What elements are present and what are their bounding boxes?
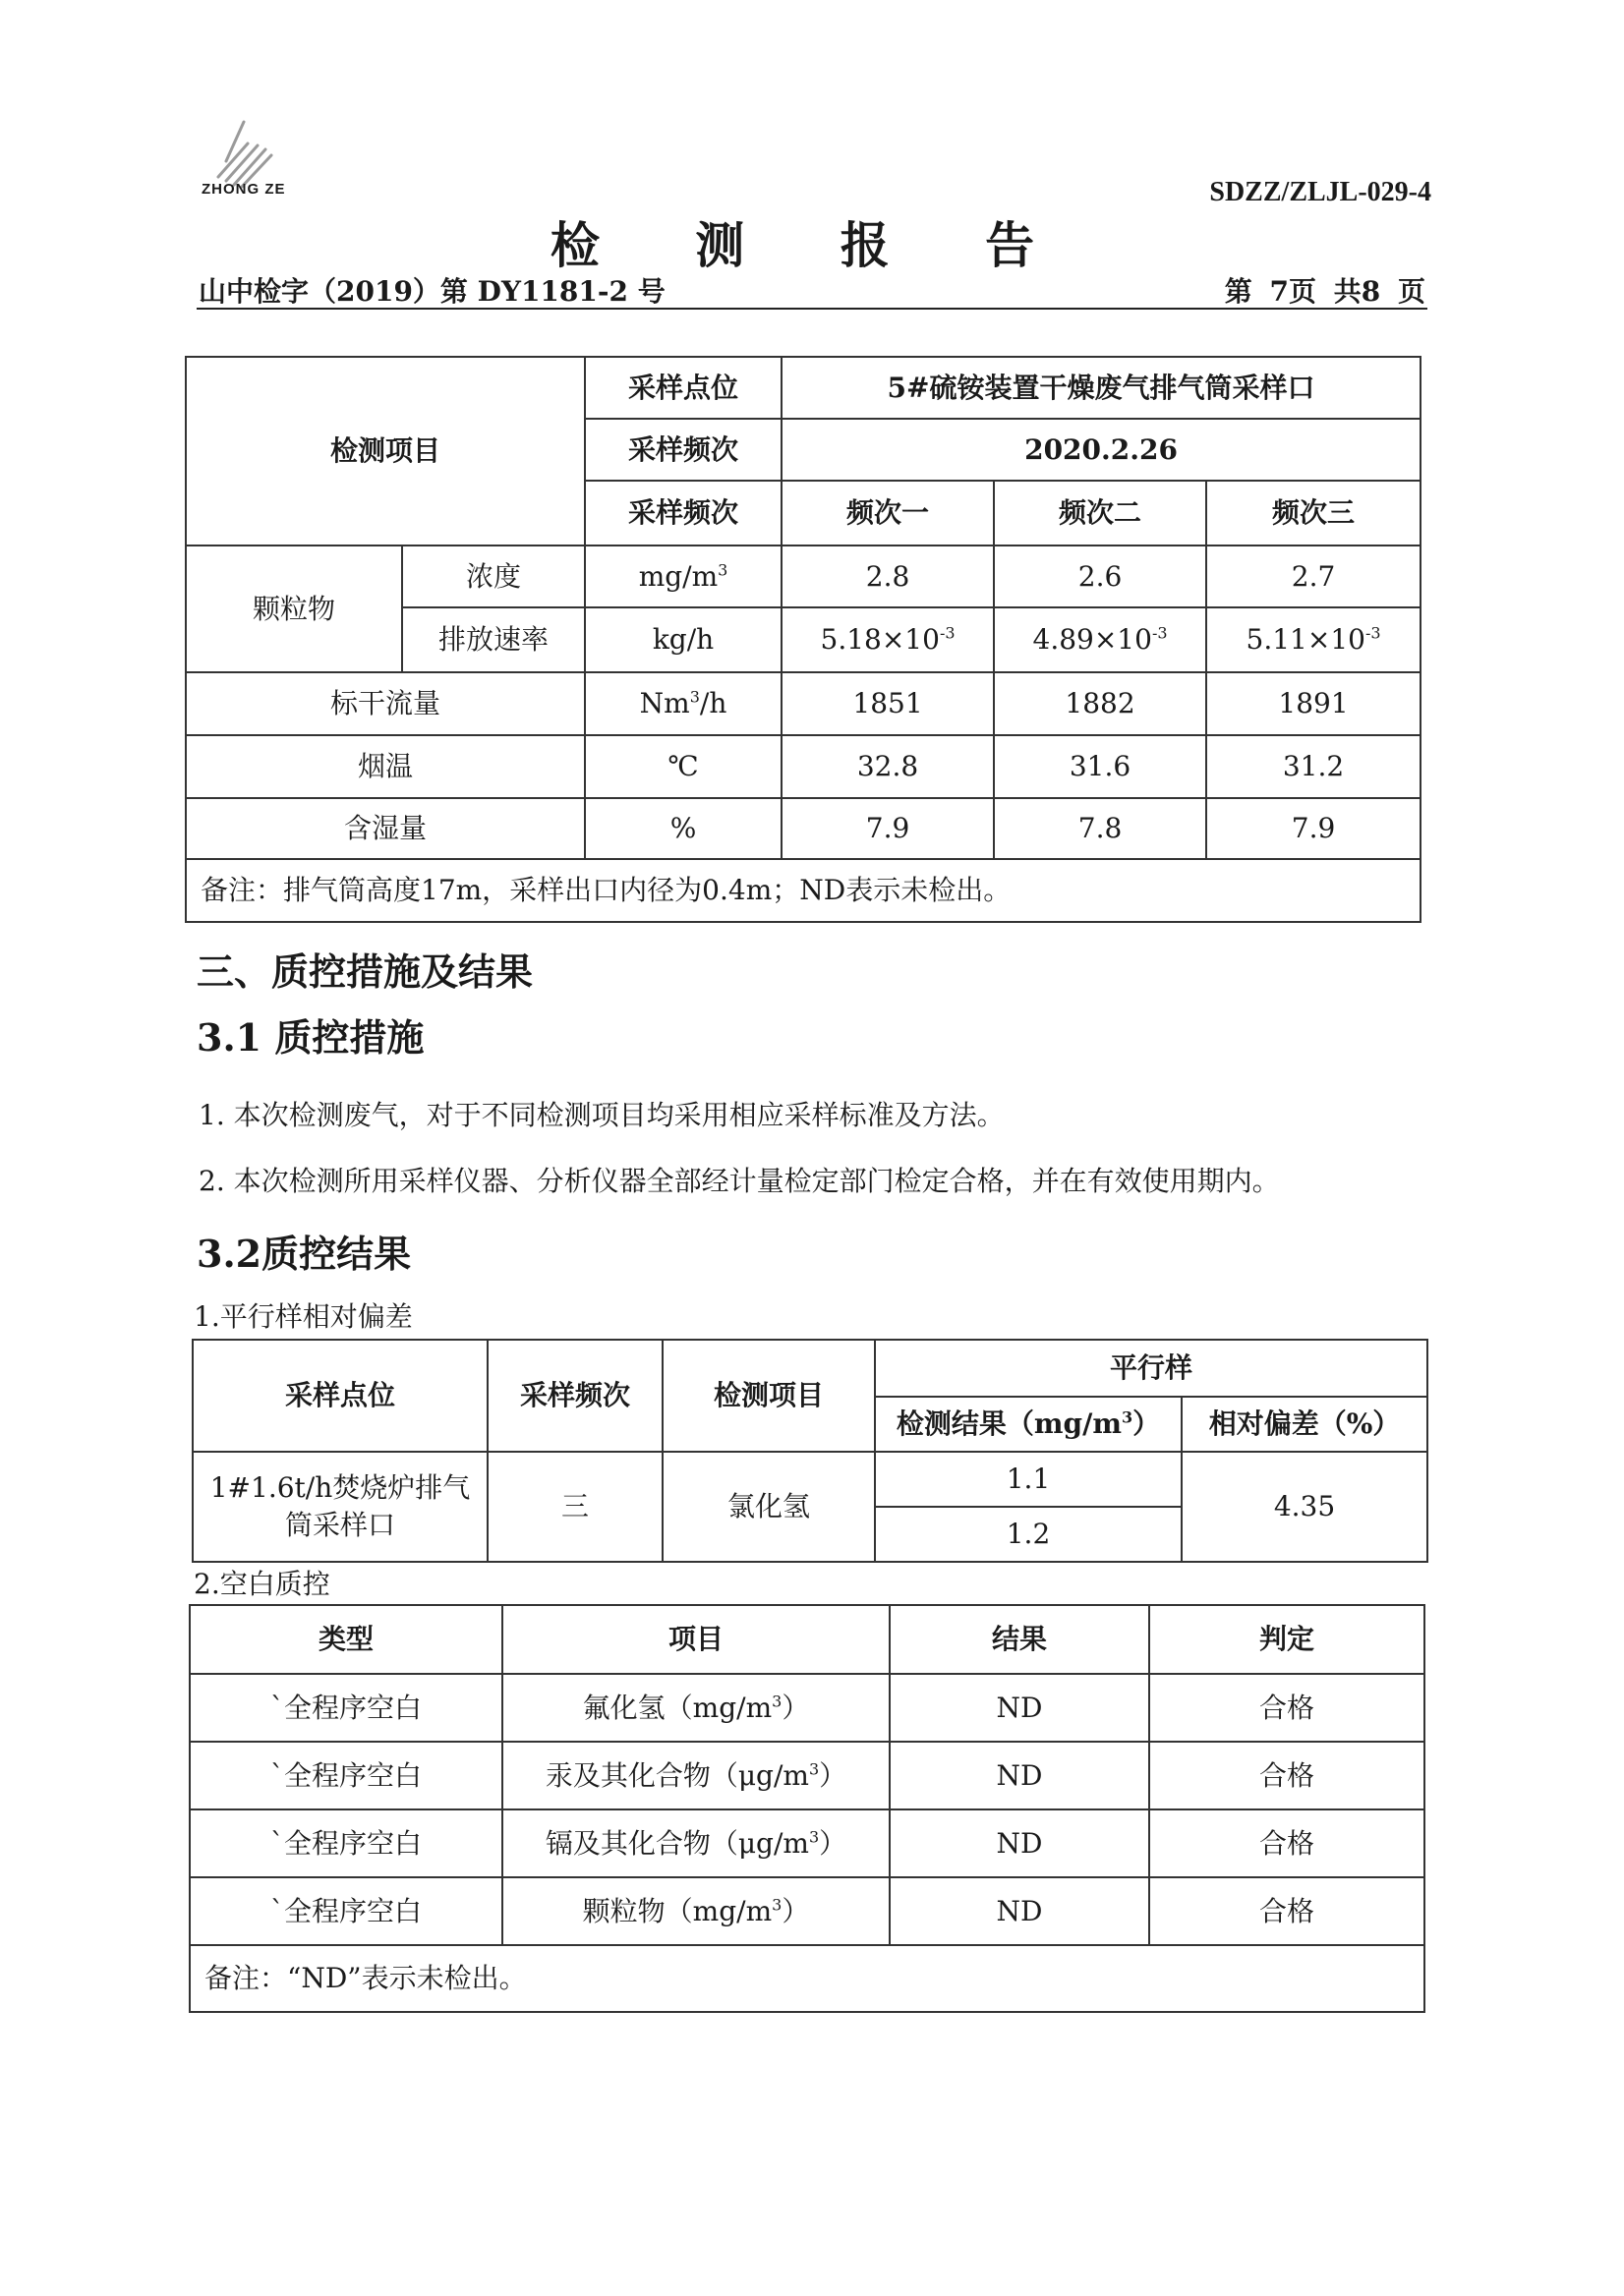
value-cell: 7.9: [782, 798, 994, 859]
param-label: 浓度: [402, 545, 585, 607]
item-header: 检测项目: [186, 357, 585, 545]
col-header: 采样点位: [193, 1340, 488, 1452]
col-header: 采样频次: [488, 1340, 663, 1452]
col-header: 检测结果$(mg/m^3)$: [875, 1397, 1182, 1452]
unit-cell: $mg/m^3$: [585, 545, 782, 607]
result-cell: ND: [890, 1809, 1149, 1877]
subsection-heading: 3.1 质控措施: [197, 1015, 425, 1060]
date-value: 2020.2.26: [782, 419, 1421, 481]
value-cell: $4.89\times 10^{-3}$: [994, 607, 1206, 672]
table-row: [190, 1809, 1424, 1877]
param-label: 烟温: [186, 735, 585, 798]
item-cell: 氟化氢$(mg/m^3)$: [502, 1674, 890, 1742]
value-cell: 31.2: [1206, 735, 1421, 798]
judge-cell: 合格: [1149, 1742, 1424, 1809]
col-header: 类型: [190, 1605, 502, 1674]
site-value: 5#硫铵装置干燥废气排气筒采样口: [782, 357, 1421, 419]
col-header: 相对偏差（%）: [1182, 1397, 1427, 1452]
freq-label: 采样频次: [585, 481, 782, 545]
freq-header: 频次二: [994, 481, 1206, 545]
col-header: 检测项目: [663, 1340, 875, 1452]
col-header: 判定: [1149, 1605, 1424, 1674]
date-label: 采样频次: [585, 419, 782, 481]
table-note: 备注：“ND”表示未检出。: [190, 1945, 1424, 2012]
deviation-cell: 4.35: [1182, 1452, 1427, 1562]
value-cell: 2.7: [1206, 545, 1421, 607]
table-note: 备注：排气筒高度17m，采样出口内径为0.4m；ND表示未检出。: [186, 859, 1421, 922]
freq-header: 频次三: [1206, 481, 1421, 545]
subsection-heading: 3.2质控结果: [197, 1232, 412, 1276]
value-cell: 2.8: [782, 545, 994, 607]
report-number: 山中检字（2019）第 DY1181-2 号: [199, 275, 666, 308]
value-cell: 32.8: [782, 735, 994, 798]
site-cell: 1#1.6t/h焚烧炉排气 筒采样口: [193, 1452, 488, 1562]
section-heading: 三、质控措施及结果: [197, 949, 534, 994]
param-label: 排放速率: [402, 607, 585, 672]
type-cell: `全程序空白: [190, 1742, 502, 1809]
unit-cell: Nm$^3$/h: [585, 672, 782, 735]
table-row: [190, 1674, 1424, 1742]
type-cell: `全程序空白: [190, 1809, 502, 1877]
emission-results-table: [185, 356, 1421, 923]
table-row: [190, 1742, 1424, 1809]
logo-text: ZHONG ZE: [202, 181, 286, 198]
type-cell: `全程序空白: [190, 1877, 502, 1945]
unit-cell: %: [585, 798, 782, 859]
value-cell: 7.9: [1206, 798, 1421, 859]
table-row: [190, 1877, 1424, 1945]
value-cell: 1882: [994, 672, 1206, 735]
value-cell: $5.18\times 10^{-3}$: [782, 607, 994, 672]
value-cell: 2.6: [994, 545, 1206, 607]
document-code: SDZZ/ZLJL-029-4: [1209, 177, 1431, 207]
value-cell: $5.11\times 10^{-3}$: [1206, 607, 1421, 672]
paragraph: 1. 本次检测废气，对于不同检测项目均采用相应采样标准及方法。: [199, 1099, 1005, 1131]
judge-cell: 合格: [1149, 1809, 1424, 1877]
unit-cell: ℃: [585, 735, 782, 798]
col-header: 结果: [890, 1605, 1149, 1674]
table-caption: 2.空白质控: [194, 1568, 330, 1600]
header-divider: [197, 308, 1427, 310]
item-cell: 镉及其化合物$(\mu g/m^3)$: [502, 1809, 890, 1877]
unit-cell: kg/h: [585, 607, 782, 672]
freq-header: 频次一: [782, 481, 994, 545]
value-cell: 7.8: [994, 798, 1206, 859]
table-caption: 1.平行样相对偏差: [194, 1300, 413, 1333]
result-cell: 1.2: [875, 1507, 1182, 1562]
judge-cell: 合格: [1149, 1877, 1424, 1945]
result-cell: ND: [890, 1742, 1149, 1809]
col-header: 平行样: [875, 1340, 1427, 1397]
value-cell: 1851: [782, 672, 994, 735]
item-cell: 氯化氢: [663, 1452, 875, 1562]
page-title: 检 测 报 告: [550, 216, 1074, 274]
site-label: 采样点位: [585, 357, 782, 419]
blank-qc-table: [189, 1604, 1425, 2013]
value-cell: 1891: [1206, 672, 1421, 735]
value-cell: 31.6: [994, 735, 1206, 798]
col-header: 项目: [502, 1605, 890, 1674]
type-cell: `全程序空白: [190, 1674, 502, 1742]
item-cell: 汞及其化合物$(\mu g/m^3)$: [502, 1742, 890, 1809]
item-cell: 颗粒物$(mg/m^3)$: [502, 1877, 890, 1945]
parallel-sample-table: [192, 1339, 1428, 1563]
result-cell: ND: [890, 1877, 1149, 1945]
paragraph: 2. 本次检测所用采样仪器、分析仪器全部经计量检定部门检定合格，并在有效使用期内。: [199, 1165, 1280, 1197]
judge-cell: 合格: [1149, 1674, 1424, 1742]
result-cell: 1.1: [875, 1452, 1182, 1507]
particulate-label: 颗粒物: [186, 545, 402, 672]
page-number: 第 7页 共8 页: [1224, 275, 1425, 308]
freq-cell: 三: [488, 1452, 663, 1562]
result-cell: ND: [890, 1674, 1149, 1742]
param-label: 标干流量: [186, 672, 585, 735]
param-label: 含湿量: [186, 798, 585, 859]
